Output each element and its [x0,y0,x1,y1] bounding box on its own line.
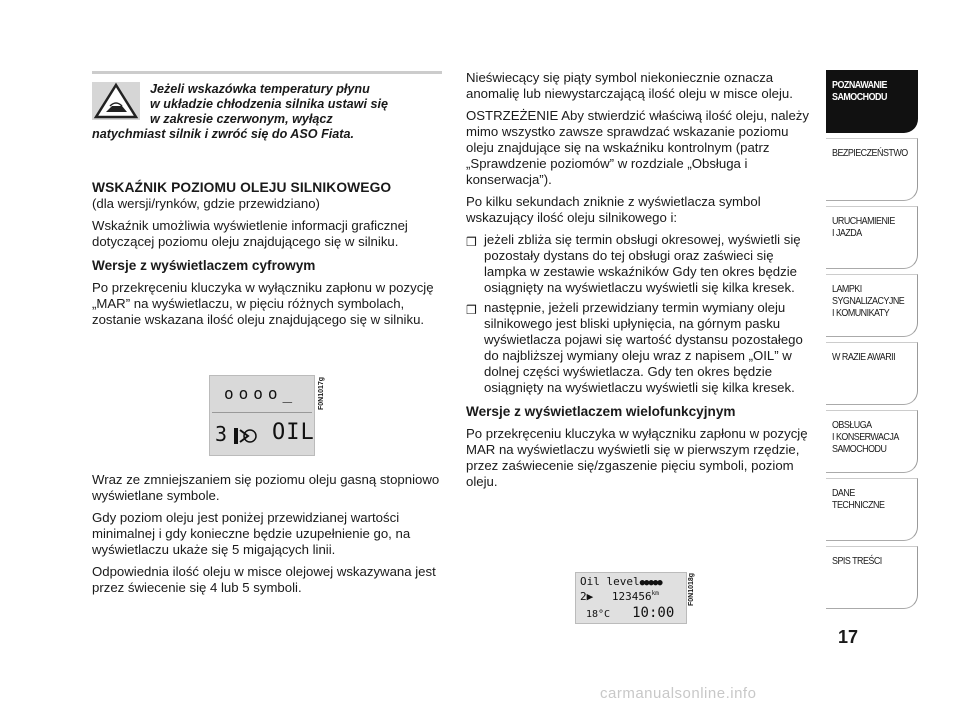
display-top-row: oooo_ [224,384,298,403]
tab-dane-techniczne[interactable]: DANE TECHNICZNE [826,478,918,541]
list-item: ❒ jeżeli zbliża się termin obsługi okresowej, wyświetli się pozostały dystans do tej obsługi oraz zaświeci się lampka w zestawie wskaźników Gdy ten okres będzie osiągnięty na wyświetlaczu wyświetli się kilka kresek. [466,232,801,295]
checkbox-bullet-icon: ❒ [466,303,477,317]
tab-poznawanie-samochodu[interactable]: POZNAWANIE SAMOCHODU [826,70,918,133]
checkbox-bullet-icon: ❒ [466,235,477,249]
tab-spis-tresci[interactable]: SPIS TREŚCI [826,546,918,609]
display-gear: 2 [580,590,587,603]
list-item: ❒ następnie, jeżeli przewidziany termin wymiany oleju silnikowego jest bliski upłynięcia, na górnym pasku wyświetlacza pojawi się wartość dystansu pozostałego do najbliższej wymiany oleju wraz z napisem „OIL” w dolnej części wyświetlacza. Gdy ten okres będzie osiągnięty na wyświetlaczu wyświetli się kilka kresek. [466,300,803,395]
heading-note: (dla wersji/rynków, gdzie przewidziano) [92,196,320,211]
warning-triangle-icon [92,82,140,120]
tab-lampki-sygnalizacyjne[interactable]: LAMPKI SYGNALIZACYJNE I KOMUNIKATY [826,274,918,337]
display-gear: 3 [215,422,228,446]
warning-line-4: natychmiast silnik i zwróć się do ASO Fiata. [92,127,354,141]
warning-block [92,70,442,142]
figure-code: F0N1018g [688,572,695,606]
tab-bezpieczenstwo[interactable]: BEZPIECZEŃSTWO [826,138,918,201]
paragraph: OSTRZEŻENIE Aby stwierdzić właściwą ilość oleju, należy mimo wszystko zawsze sprawdzać wskazanie poziomu oleju znajdujące się na wskaźniku kontrolnym (patrz „Sprawdzenie poziomów” w rozdziale „Obsługa i konserwacja”). [466,108,809,187]
left-column [92,70,442,334]
paragraph: Po przekręceniu kluczyka w wyłączniku zapłonu w pozycję „MAR” na wyświetlaczu, w pięciu różnych symbolach, zostanie wskazana ilość oleju znajdującego się w silniku. [92,280,434,327]
display-time: 10:00 [632,605,675,621]
section-heading: WSKAŹNIK POZIOMU OLEJU SILNIKOWEGO [92,180,392,195]
page-number: 17 [838,627,859,647]
left-column-lower [92,472,442,602]
watermark: carmanualsonline.info [600,685,757,702]
display-oil-text: OIL [272,420,315,445]
subheading-multifunction: Wersje z wyświetlaczem wielofunkcyjnym [466,404,736,419]
oil-level-icon: ▶ [586,590,594,603]
paragraph: Nieświecący się piąty symbol niekoniecznie oznacza anomalię lub niewystarczającą ilość oleju w misce oleju. [466,70,793,101]
paragraph: Wskaźnik umożliwia wyświetlenie informacji graficznej dotyczącej poziomu oleju znajdującego się w silniku. [92,218,408,249]
warning-line-3: w zakresie czerwonym, wyłącz [150,112,333,126]
display-unit: km [651,590,659,597]
paragraph: Po kilku sekundach zniknie z wyświetlacza symbol wskazujący ilość oleju silnikowego i: [466,194,761,225]
chapter-sidebar [826,70,918,614]
display-oil-level-text: Oil level [580,575,640,588]
display-odometer: 123456 [611,590,652,603]
oil-level-icon [232,426,258,446]
tab-obsluga-i-konserwacja[interactable]: OBSŁUGA I KONSERWACJA SAMOCHODU [826,410,918,473]
paragraph: Po przekręceniu kluczyka w wyłączniku zapłonu w pozycję MAR na wyświetlaczu wyświetli się w pierwszym rzędzie, przez zaświecenie się/zgaszenie pięciu symboli, poziom oleju. [466,426,808,489]
subheading-digital: Wersje z wyświetlaczem cyfrowym [92,258,316,273]
warning-line-1: Jeżeli wskazówka temperatury płynu [150,82,370,96]
paragraph: Gdy poziom oleju jest poniżej przewidzianej wartości minimalnej i gdy konieczne będzie uzupełnienie go, na wyświetlaczu ukaże się 5 migających linii. [92,510,411,557]
display-temperature: 18°C [586,609,611,620]
tab-uruchamienie-i-jazda[interactable]: URUCHAMIENIE I JAZDA [826,206,918,269]
figure-code: F0N1017g [318,376,325,410]
right-column [466,70,816,496]
bullet-list [466,232,816,396]
oil-level-dots-icon: ●●●●● [639,578,662,588]
figure-multifunction-display [575,572,687,624]
figure-digital-display [209,375,315,456]
paragraph: Odpowiednia ilość oleju w misce olejowej wskazywana jest przez świecenie się 4 lub 5 symboli. [92,564,436,595]
paragraph: Wraz ze zmniejszaniem się poziomu oleju gasną stopniowo wyświetlane symbole. [92,472,440,503]
tab-w-razie-awarii[interactable]: W RAZIE AWARII [826,342,918,405]
warning-line-2: w układzie chłodzenia silnika ustawi się [150,97,388,111]
